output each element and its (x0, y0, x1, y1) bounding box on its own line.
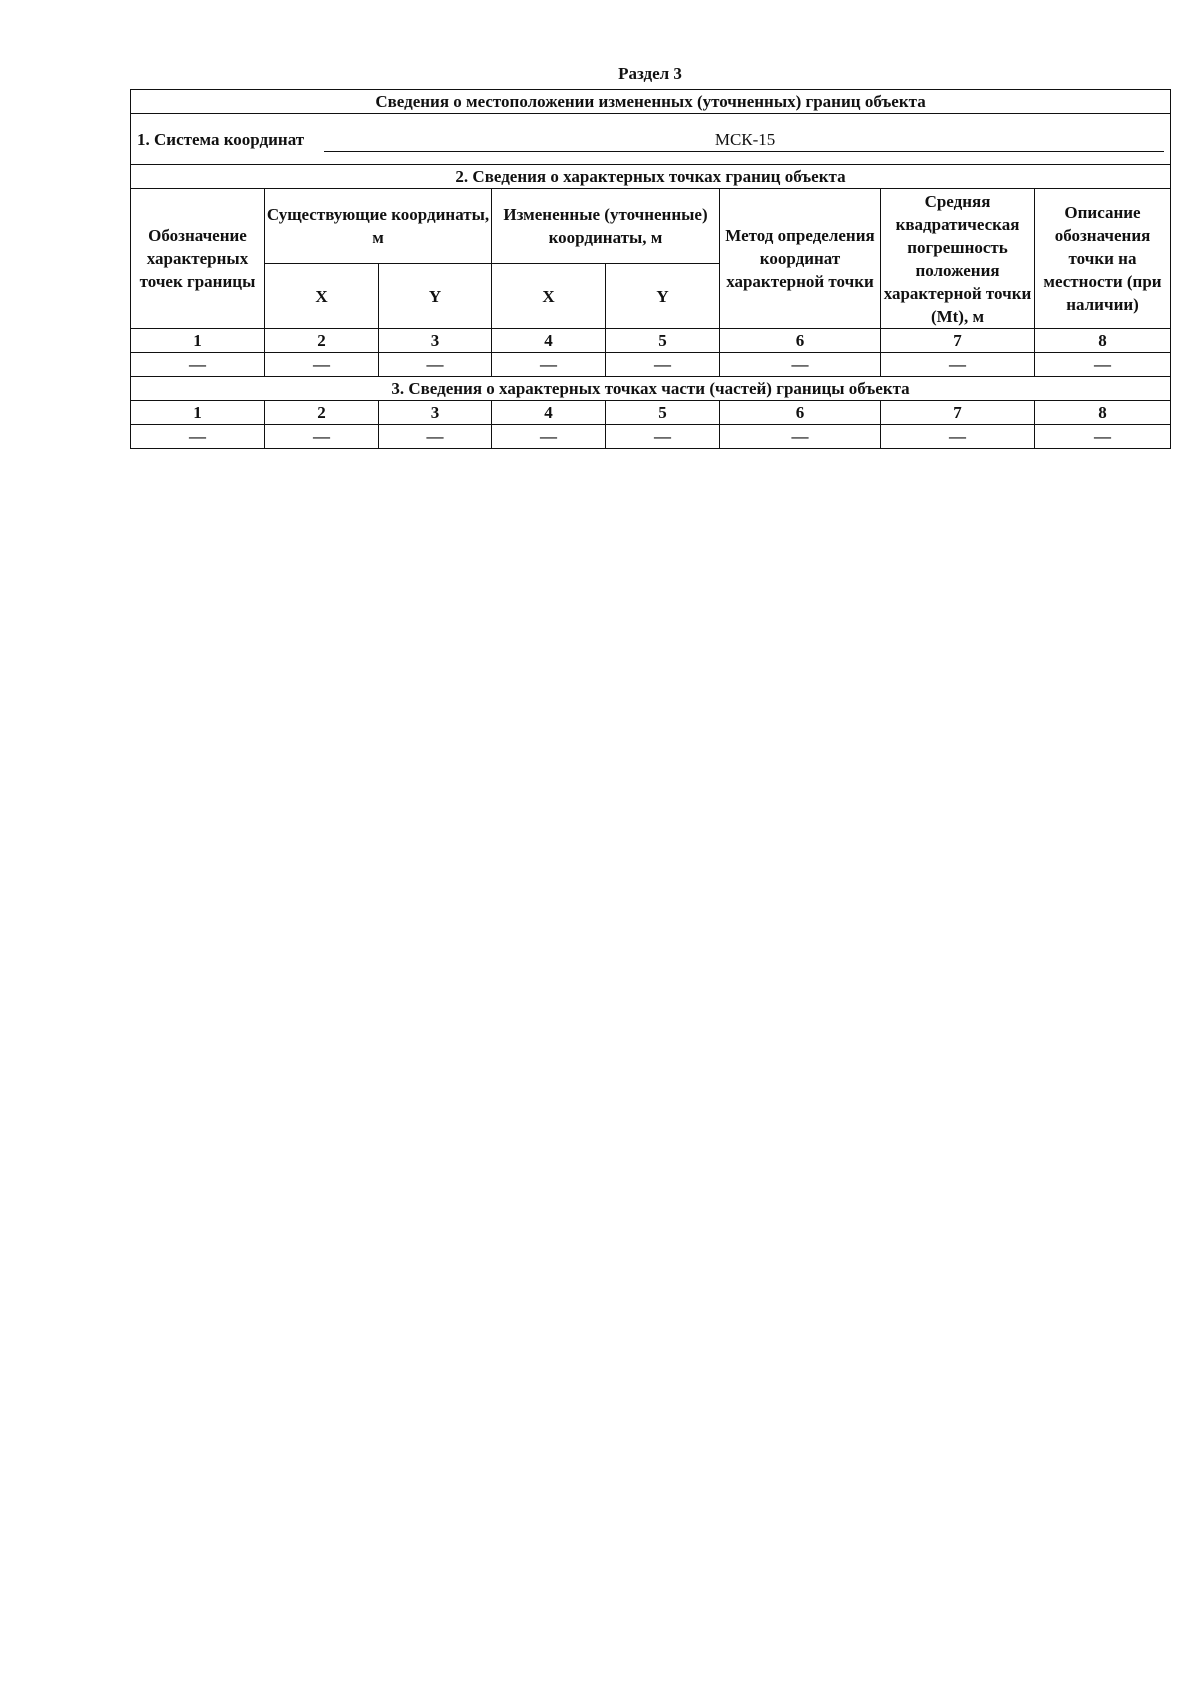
table-row (131, 353, 1171, 377)
column-number: 1 (131, 329, 265, 353)
column-number: 3 (379, 401, 492, 425)
table-title: Сведения о местоположении измененных (уточненных) границ объекта (131, 90, 1171, 114)
header-existing-y: Y (379, 264, 492, 329)
table-cell: — (1035, 353, 1171, 377)
column-number: 1 (131, 401, 265, 425)
table-row (131, 425, 1171, 449)
column-number: 2 (265, 329, 379, 353)
column-number: 8 (1035, 329, 1171, 353)
section-title: Раздел 3 (618, 64, 682, 83)
table-cell: — (720, 425, 881, 449)
table-cell: — (881, 425, 1035, 449)
table-cell: — (492, 353, 606, 377)
column-number: 4 (492, 401, 606, 425)
table-cell: — (131, 425, 265, 449)
coordinate-system-label: 1. Система координат (137, 130, 305, 149)
table-cell: — (606, 353, 720, 377)
parts-column-number-row (131, 401, 1171, 425)
coordinate-system-value: МСК-15 (324, 129, 1164, 152)
table-cell: — (720, 353, 881, 377)
table-cell: — (379, 425, 492, 449)
column-number: 5 (606, 401, 720, 425)
header-changed-coordinates: Измененные (уточненные) координаты, м (492, 189, 720, 264)
coordinate-system-cell (131, 114, 1171, 165)
table-cell: — (881, 353, 1035, 377)
column-number: 4 (492, 329, 606, 353)
table-cell: — (265, 353, 379, 377)
table-cell: — (492, 425, 606, 449)
boundary-table (130, 89, 1171, 449)
column-number: 5 (606, 329, 720, 353)
column-number: 2 (265, 401, 379, 425)
column-number: 3 (379, 329, 492, 353)
header-existing-coordinates: Существующие координаты, м (265, 189, 492, 264)
column-number: 6 (720, 401, 881, 425)
table-cell: — (131, 353, 265, 377)
table-cell: — (379, 353, 492, 377)
column-number: 8 (1035, 401, 1171, 425)
header-changed-x: X (492, 264, 606, 329)
column-number-row (131, 329, 1171, 353)
header-description: Описание обозначения точки на местности (при наличии) (1035, 189, 1171, 329)
header-existing-x: X (265, 264, 379, 329)
header-changed-y: Y (606, 264, 720, 329)
table-cell: — (265, 425, 379, 449)
column-number: 6 (720, 329, 881, 353)
parts-section-title: 3. Сведения о характерных точках части (частей) границы объекта (131, 377, 1171, 401)
table-cell: — (606, 425, 720, 449)
header-mean-error: Средняя квадратическая погрешность положения характерной точки (Mt), м (881, 189, 1035, 329)
table-cell: — (1035, 425, 1171, 449)
column-number: 7 (881, 401, 1035, 425)
points-section-title: 2. Сведения о характерных точках границ объекта (131, 165, 1171, 189)
header-method: Метод определения координат характерной точки (720, 189, 881, 329)
column-number: 7 (881, 329, 1035, 353)
header-point-designation: Обозначение характерных точек границы (131, 189, 265, 329)
